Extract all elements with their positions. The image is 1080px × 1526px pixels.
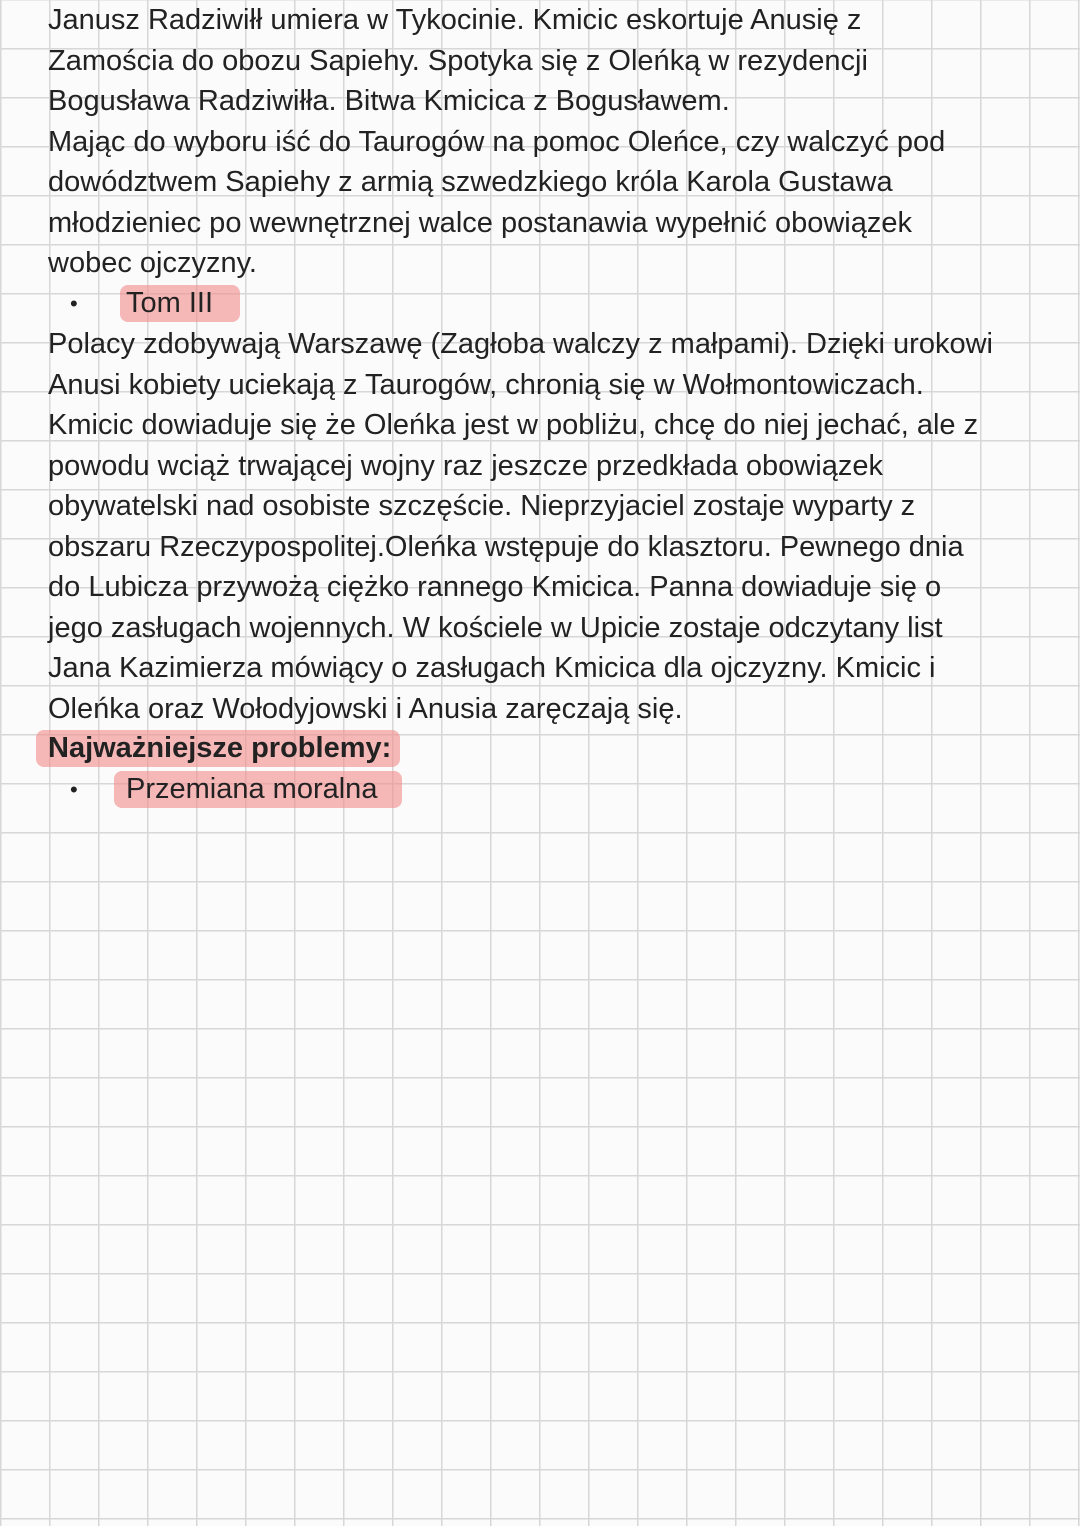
note-content (48, 0, 1058, 810)
highlighted-label-przemiana-moralna: Przemiana moralna (114, 771, 402, 808)
bullet-dot-icon: • (70, 290, 78, 316)
bullet-dot-icon: • (70, 776, 78, 802)
section-heading-problems: Najważniejsze problemy: (36, 730, 400, 767)
bullet-item-tom-3 (48, 284, 1058, 325)
bullet-item-przemiana (48, 770, 1058, 811)
section-heading-row (48, 729, 1058, 770)
paragraph-tom-3-summary: Polacy zdobywają Warszawę (Zagłoba walczy z małpami). Dzięki urokowi Anusi kobiety uciekają z Taurogów, chronią się w Wołmontowiczach. Kmicic dowiaduje się że Oleńka jest w pobliżu, chcę do niej jechać, ale z powodu wciąż trwającej wojny raz jeszcze przedkłada obowiązek obywatelski nad osobiste szczęście. Nieprzyjaciel zostaje wyparty z obszaru Rzeczypospolitej.Oleńka wstępuje do klasztoru. Pewnego dnia do Lubicza przywożą ciężko rannego Kmicica. Panna dowiaduje się o jego zasługach wojennych. W kościele w Upicie zostaje odczytany list Jana Kazimierza mówiący o zasługach Kmicica dla ojczyzny. Kmicic i Oleńka oraz Wołodyjowski i Anusia zaręczają się. (48, 328, 993, 725)
paragraph-tom-2-summary: Janusz Radziwiłł umiera w Tykocinie. Kmicic eskortuje Anusię z Zamościa do obozu Sapiehy. Spotyka się z Oleńką w rezydencji Bogusława Radziwiłła. Bitwa Kmicica z Bogusławem. Mając do wyboru iść do Taurogów na pomoc Oleńce, czy walczyć pod dowództwem Sapiehy z armią szwedzkiego króla Karola Gustawa młodzieniec po wewnętrznej walce postanawia wypełnić obowiązek wobec ojczyzny. (48, 4, 946, 279)
highlighted-label-tom-3: Tom III (120, 285, 240, 322)
